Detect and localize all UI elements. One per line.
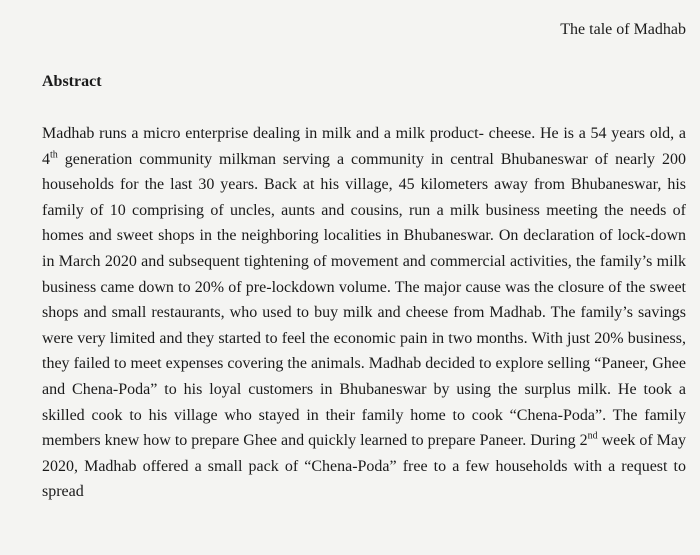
ordinal-suffix-nd: nd (587, 430, 598, 442)
running-title: The tale of Madhab (560, 21, 686, 38)
ordinal-suffix-th: th (50, 149, 58, 161)
abstract-text-part-3: week of May 2020, Madhab offered a small pack of “Chena-Poda” free to a few households with a request to spread (42, 432, 686, 501)
abstract-paragraph (42, 121, 686, 505)
abstract-text-part-2: generation community milkman serving a community in central Bhubaneswar of nearly 200 households for the last 30 years. Back at his village, 45 kilometers away from Bhubaneswar, his family of 10 comprising of uncles, aunts and cousins, run a milk business meeting the needs of homes and sweet shops in the neighboring localities in Bhubaneswar. On declaration of lock-down in March 2020 and subsequent tightening of movement and commercial activities, the family’s milk business came down to 20% of pre-lockdown volume. The major cause was the closure of the sweet shops and small restaurants, who used to buy milk and cheese from Madhab. The family’s savings were very limited and they started to feel the economic pain in two months. With just 20% business, they failed to meet expenses covering the animals. Madhab decided to explore selling “Paneer, Ghee and Chena-Poda” to his loyal customers in Bhubaneswar by using the surplus milk. He took a skilled cook to his village who stayed in their family home to cook “Chena-Poda”. The family members knew how to prepare Ghee and quickly learned to prepare Paneer. During 2 (42, 150, 686, 450)
abstract-heading: Abstract (42, 73, 102, 90)
abstract-text-part-1: Madhab runs a micro enterprise dealing in milk and a milk product- cheese. He is a 54 years old, a 4 (42, 125, 686, 168)
